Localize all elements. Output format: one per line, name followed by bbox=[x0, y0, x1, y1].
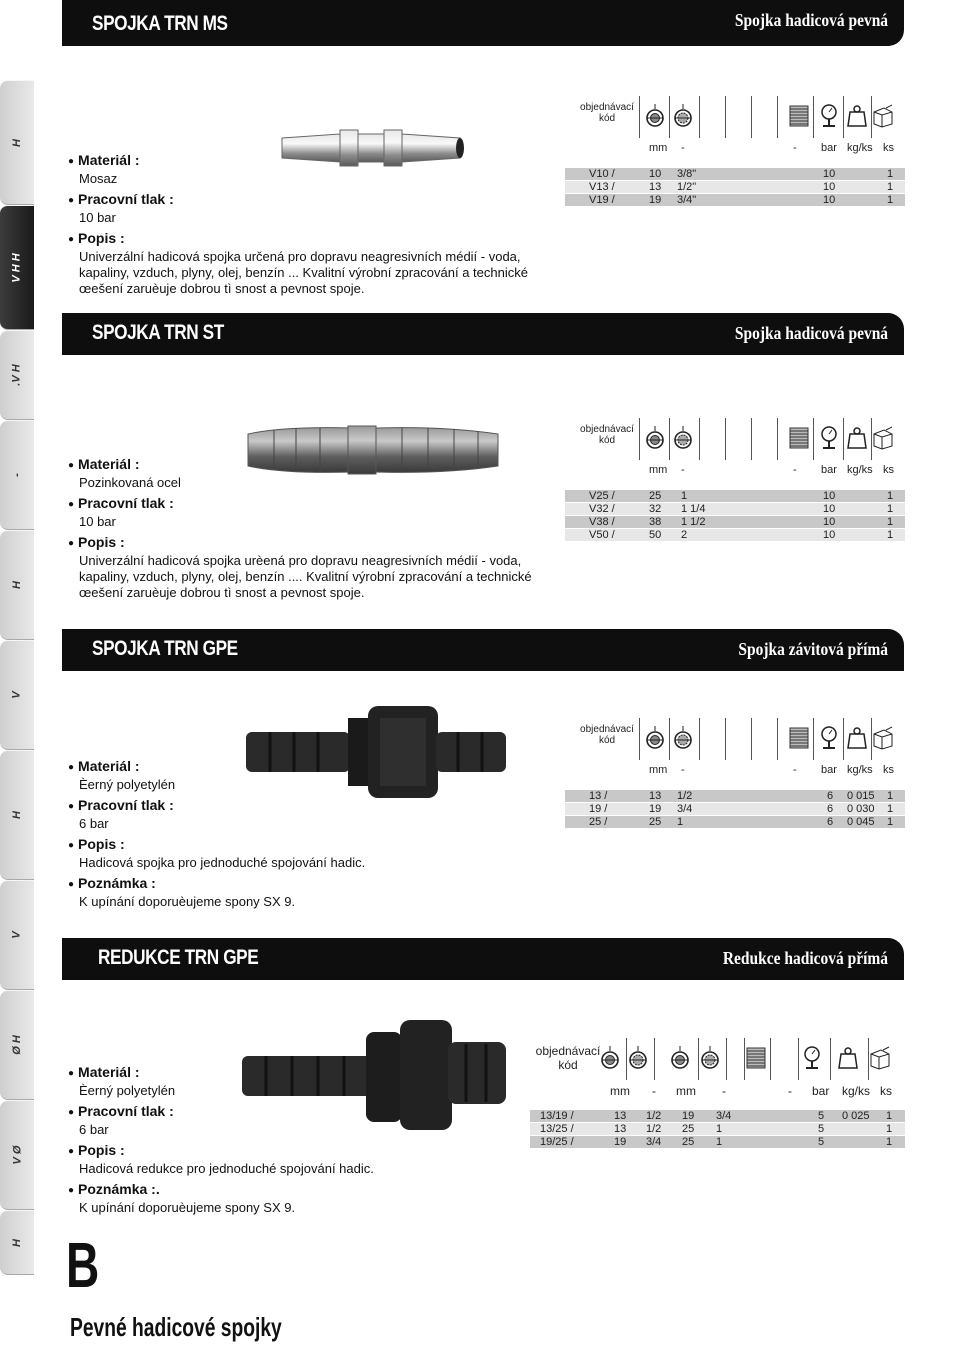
column-divider bbox=[699, 418, 700, 460]
hose-icon bbox=[788, 726, 810, 753]
side-tab[interactable] bbox=[0, 530, 34, 640]
unit-label: kg/ks bbox=[847, 464, 873, 476]
unit-label: kg/ks bbox=[847, 764, 873, 776]
column-divider bbox=[777, 96, 778, 138]
pressure-value: 6 bar bbox=[79, 816, 109, 831]
table-cell-bar: 10 bbox=[823, 168, 836, 180]
table-cell-code: 13/19 / bbox=[540, 1110, 574, 1122]
package-box-icon bbox=[869, 1046, 891, 1073]
material-value: Pozinkovaná ocel bbox=[79, 475, 181, 490]
table-cell-inch2: 3/4 bbox=[716, 1110, 732, 1122]
table-row bbox=[565, 516, 905, 528]
description-text: Univerzální hadicová spojka určená pro dopravu neagresivních médií - voda, kapaliny, vzduch, plyny, olej, benzín ... Kvalitní výrobní zpracování a technické œešení zaruèuje dobrou tì snost a pevnost spoje. bbox=[79, 249, 528, 296]
side-tab[interactable] bbox=[0, 80, 34, 205]
table-cell-bar: 10 bbox=[823, 529, 836, 541]
side-tab-label: V bbox=[11, 691, 23, 699]
section-header bbox=[62, 938, 904, 980]
weight-icon bbox=[846, 726, 868, 753]
hose-icon bbox=[788, 104, 810, 131]
table-cell-mm: 38 bbox=[649, 516, 662, 528]
table-row bbox=[530, 1136, 905, 1148]
table-cell-ks: 1 bbox=[887, 181, 894, 193]
table-cell-ks: 1 bbox=[887, 816, 894, 828]
table-cell-ks: 1 bbox=[886, 1136, 893, 1148]
package-box-icon bbox=[872, 426, 894, 453]
unit-label: bar bbox=[821, 464, 837, 476]
table-cell-code: V13 / bbox=[589, 181, 615, 193]
description-label: ● Popis : bbox=[68, 230, 538, 249]
side-tab-label: H bbox=[10, 1238, 23, 1247]
table-cell-kg: 0 015 bbox=[847, 790, 875, 802]
side-tab[interactable] bbox=[0, 420, 34, 530]
table-cell-kg: 0 030 bbox=[847, 803, 875, 815]
column-divider bbox=[725, 96, 726, 138]
material-value: Mosaz bbox=[79, 171, 118, 186]
spec-table bbox=[530, 1038, 905, 1208]
section-header bbox=[62, 629, 904, 671]
unit-label: kg/ks bbox=[842, 1084, 871, 1098]
bore-gauge-icon bbox=[644, 726, 666, 753]
unit-label: mm bbox=[649, 142, 668, 154]
table-cell-mm2: 19 bbox=[682, 1110, 695, 1122]
material-label: ● Materiál : bbox=[68, 456, 538, 475]
table-cell-bar: 5 bbox=[818, 1110, 825, 1122]
unit-label: ks bbox=[880, 1084, 892, 1098]
table-cell-mm2: 25 bbox=[682, 1123, 695, 1135]
section-header bbox=[62, 0, 904, 46]
table-row bbox=[530, 1123, 905, 1135]
column-divider bbox=[725, 418, 726, 460]
product-info bbox=[68, 452, 538, 601]
description-label: ● Popis : bbox=[68, 534, 538, 553]
side-tab[interactable] bbox=[0, 1100, 34, 1210]
column-divider bbox=[699, 96, 700, 138]
table-cell-bar: 6 bbox=[827, 803, 834, 815]
bore-gauge-icon bbox=[644, 426, 666, 453]
table-cell-inch1: 1/2 bbox=[646, 1123, 662, 1135]
side-tab[interactable] bbox=[0, 880, 34, 990]
column-divider bbox=[639, 418, 640, 460]
note-label: ● Poznámka : bbox=[68, 875, 538, 894]
pressure-gauge-icon bbox=[818, 104, 840, 131]
table-cell-ks: 1 bbox=[887, 503, 894, 515]
unit-label: - bbox=[681, 142, 685, 154]
thread-gauge-icon bbox=[699, 1046, 721, 1073]
product-info bbox=[68, 148, 538, 297]
table-cell-ks: 1 bbox=[886, 1123, 893, 1135]
column-divider bbox=[669, 718, 670, 760]
bore-gauge-icon bbox=[669, 1046, 691, 1073]
hose-icon bbox=[745, 1046, 767, 1073]
table-cell-bar: 6 bbox=[827, 790, 834, 802]
table-cell-kg: 0 025 bbox=[842, 1110, 870, 1122]
column-divider bbox=[830, 1038, 831, 1080]
table-row bbox=[565, 503, 905, 515]
table-cell-code: V19 / bbox=[589, 194, 615, 206]
table-cell-mm2: 25 bbox=[682, 1136, 695, 1148]
table-cell-bar: 10 bbox=[823, 490, 836, 502]
material-value: Èerný polyetylén bbox=[79, 777, 176, 792]
table-cell-inch: 1/2 bbox=[677, 790, 693, 802]
column-divider bbox=[725, 718, 726, 760]
unit-label: - bbox=[652, 1084, 656, 1098]
pressure-gauge-icon bbox=[818, 426, 840, 453]
description-label: ● Popis : bbox=[68, 1142, 538, 1161]
column-divider bbox=[843, 96, 844, 138]
thread-gauge-icon bbox=[672, 426, 694, 453]
unit-label: ks bbox=[883, 464, 894, 476]
pressure-label: ● Pracovní tlak : bbox=[68, 495, 538, 514]
pressure-value: 10 bar bbox=[79, 514, 116, 529]
side-tab-label: V H H bbox=[11, 252, 23, 283]
spec-table bbox=[565, 96, 905, 286]
column-divider bbox=[654, 1038, 655, 1080]
side-tab[interactable] bbox=[0, 750, 34, 880]
column-divider bbox=[813, 418, 814, 460]
side-tab-label: - bbox=[10, 473, 23, 477]
product-info bbox=[68, 754, 538, 910]
table-cell-inch: 1 bbox=[677, 816, 684, 828]
table-row bbox=[565, 168, 905, 180]
bore-gauge-icon bbox=[644, 104, 666, 131]
table-cell-mm: 19 bbox=[649, 194, 662, 206]
table-cell-ks: 1 bbox=[887, 194, 894, 206]
unit-label: bar bbox=[812, 1084, 830, 1098]
table-cell-mm: 25 bbox=[649, 816, 662, 828]
note-text: K upínání doporuèujeme spony SX 9. bbox=[79, 1200, 296, 1215]
table-cell-mm1: 19 bbox=[614, 1136, 627, 1148]
table-cell-mm: 19 bbox=[649, 803, 662, 815]
thread-gauge-icon bbox=[627, 1046, 649, 1073]
table-cell-inch: 1/2" bbox=[677, 181, 697, 193]
side-tab-label: V Ø bbox=[10, 1145, 23, 1165]
side-tab-label: Ø H bbox=[11, 1035, 23, 1055]
pressure-gauge-icon bbox=[818, 726, 840, 753]
order-code-label: objednávací kód bbox=[580, 102, 634, 124]
material-value: Èerný polyetylén bbox=[79, 1083, 176, 1098]
table-cell-mm1: 13 bbox=[614, 1110, 627, 1122]
table-cell-code: V50 / bbox=[589, 529, 615, 541]
order-code-label: objednávací kód bbox=[535, 1044, 601, 1072]
table-cell-inch1: 1/2 bbox=[646, 1110, 662, 1122]
table-cell-inch2: 1 bbox=[716, 1136, 723, 1148]
table-cell-code: V25 / bbox=[589, 490, 615, 502]
table-cell-code: V38 / bbox=[589, 516, 615, 528]
table-cell-bar: 6 bbox=[827, 816, 834, 828]
description-text: Hadicová spojka pro jednoduché spojování hadic. bbox=[79, 855, 366, 870]
table-cell-inch: 3/4 bbox=[677, 803, 693, 815]
side-tab-label: .V H bbox=[11, 364, 23, 386]
unit-label: kg/ks bbox=[847, 142, 873, 154]
weight-icon bbox=[837, 1046, 859, 1073]
table-row bbox=[565, 194, 905, 206]
material-label: ● Materiál : bbox=[68, 152, 538, 171]
side-tab[interactable] bbox=[0, 330, 34, 420]
table-cell-inch: 1 1/4 bbox=[681, 503, 706, 515]
package-box-icon bbox=[872, 104, 894, 131]
column-divider bbox=[843, 718, 844, 760]
unit-label: - bbox=[793, 764, 797, 776]
unit-label: mm bbox=[610, 1084, 630, 1098]
side-tab-label: H bbox=[10, 138, 23, 147]
table-cell-bar: 5 bbox=[818, 1123, 825, 1135]
table-cell-code: V32 / bbox=[589, 503, 615, 515]
material-label: ● Materiál : bbox=[68, 758, 538, 777]
column-divider bbox=[726, 1038, 727, 1080]
product-info bbox=[68, 1060, 538, 1216]
table-row bbox=[565, 816, 905, 828]
column-divider bbox=[751, 718, 752, 760]
description-label: ● Popis : bbox=[68, 836, 538, 855]
table-cell-code: V10 / bbox=[589, 168, 615, 180]
side-tab-bar bbox=[0, 80, 34, 1275]
chapter-letter: B bbox=[66, 1229, 100, 1301]
unit-label: - bbox=[788, 1084, 792, 1098]
side-tab-label: V bbox=[11, 931, 23, 939]
column-divider bbox=[813, 96, 814, 138]
table-cell-mm: 10 bbox=[649, 168, 662, 180]
thread-gauge-icon bbox=[672, 726, 694, 753]
unit-label: ks bbox=[883, 142, 894, 154]
table-cell-ks: 1 bbox=[886, 1110, 893, 1122]
table-cell-inch: 2 bbox=[681, 529, 688, 541]
order-code-label: objednávací kód bbox=[580, 724, 634, 746]
table-cell-bar: 10 bbox=[823, 181, 836, 193]
unit-label: mm bbox=[649, 464, 668, 476]
weight-icon bbox=[846, 104, 868, 131]
table-cell-inch1: 3/4 bbox=[646, 1136, 662, 1148]
order-code-label: objednávací kód bbox=[580, 424, 634, 446]
table-row bbox=[565, 803, 905, 815]
table-cell-bar: 10 bbox=[823, 503, 836, 515]
section-title: SPOJKA TRN MS bbox=[92, 12, 228, 35]
column-divider bbox=[798, 1038, 799, 1080]
table-cell-mm: 50 bbox=[649, 529, 662, 541]
unit-label: bar bbox=[821, 142, 837, 154]
unit-label: mm bbox=[649, 764, 668, 776]
column-divider bbox=[751, 418, 752, 460]
column-divider bbox=[639, 718, 640, 760]
column-divider bbox=[751, 96, 752, 138]
table-cell-ks: 1 bbox=[887, 803, 894, 815]
table-cell-inch: 1 bbox=[681, 490, 688, 502]
table-cell-inch: 3/8" bbox=[677, 168, 697, 180]
section-subtitle: Redukce hadicová přímá bbox=[722, 948, 888, 968]
section-subtitle: Spojka hadicová pevná bbox=[734, 10, 888, 30]
table-row bbox=[565, 490, 905, 502]
table-row bbox=[530, 1110, 905, 1122]
column-divider bbox=[669, 418, 670, 460]
unit-label: - bbox=[793, 142, 797, 154]
section-subtitle: Spojka závitová přímá bbox=[738, 639, 888, 659]
table-cell-ks: 1 bbox=[887, 529, 894, 541]
table-cell-bar: 5 bbox=[818, 1136, 825, 1148]
unit-label: bar bbox=[821, 764, 837, 776]
side-tab[interactable] bbox=[0, 990, 34, 1100]
table-cell-code: 19/25 / bbox=[540, 1136, 574, 1148]
unit-label: - bbox=[681, 764, 685, 776]
column-divider bbox=[777, 718, 778, 760]
unit-label: - bbox=[681, 464, 685, 476]
section-title: SPOJKA TRN ST bbox=[92, 321, 224, 344]
table-cell-mm: 25 bbox=[649, 490, 662, 502]
description-text: Hadicová redukce pro jednoduché spojování hadic. bbox=[79, 1161, 374, 1176]
table-row bbox=[565, 181, 905, 193]
unit-label: ks bbox=[883, 764, 894, 776]
column-divider bbox=[843, 418, 844, 460]
side-tab-label: H bbox=[10, 811, 23, 819]
table-cell-mm: 13 bbox=[649, 790, 662, 802]
unit-label: - bbox=[793, 464, 797, 476]
note-label: ● Poznámka :. bbox=[68, 1181, 538, 1200]
table-cell-code: 13/25 / bbox=[540, 1123, 574, 1135]
side-tab-active[interactable] bbox=[0, 205, 34, 330]
column-divider bbox=[669, 96, 670, 138]
pressure-label: ● Pracovní tlak : bbox=[68, 191, 538, 210]
table-cell-inch: 3/4" bbox=[677, 194, 697, 206]
table-cell-ks: 1 bbox=[887, 516, 894, 528]
spec-table bbox=[565, 718, 905, 908]
unit-label: - bbox=[722, 1084, 726, 1098]
section-header bbox=[62, 313, 904, 355]
material-label: ● Materiál : bbox=[68, 1064, 538, 1083]
table-cell-mm: 13 bbox=[649, 181, 662, 193]
table-cell-mm: 32 bbox=[649, 503, 662, 515]
section-subtitle: Spojka hadicová pevná bbox=[734, 323, 888, 343]
column-divider bbox=[639, 96, 640, 138]
weight-icon bbox=[846, 426, 868, 453]
table-cell-ks: 1 bbox=[887, 490, 894, 502]
pressure-value: 10 bar bbox=[79, 210, 116, 225]
side-tab-label: H bbox=[10, 581, 23, 589]
spec-table bbox=[565, 418, 905, 608]
table-cell-ks: 1 bbox=[887, 790, 894, 802]
pressure-gauge-icon bbox=[801, 1046, 823, 1073]
table-cell-code: 13 / bbox=[589, 790, 608, 802]
column-divider bbox=[770, 1038, 771, 1080]
thread-gauge-icon bbox=[672, 104, 694, 131]
hose-icon bbox=[788, 426, 810, 453]
section-title: SPOJKA TRN GPE bbox=[92, 637, 238, 660]
table-cell-code: 25 / bbox=[589, 816, 608, 828]
pressure-label: ● Pracovní tlak : bbox=[68, 1103, 538, 1122]
table-cell-bar: 10 bbox=[823, 194, 836, 206]
table-cell-mm1: 13 bbox=[614, 1123, 627, 1135]
column-divider bbox=[699, 718, 700, 760]
table-row bbox=[565, 529, 905, 541]
table-row bbox=[565, 790, 905, 802]
table-cell-inch2: 1 bbox=[716, 1123, 723, 1135]
unit-label: mm bbox=[676, 1084, 696, 1098]
side-tab[interactable] bbox=[0, 640, 34, 750]
column-divider bbox=[777, 418, 778, 460]
pressure-value: 6 bar bbox=[79, 1122, 109, 1137]
footer-title: Pevné hadicové spojky bbox=[70, 1312, 282, 1342]
description-text: Univerzální hadicová spojka urèená pro dopravu neagresivních médií - voda, kapaliny, vzduch, plyny, olej, benzín .... Kvalitní výrobní zpracování a technické œešení zaruèuje dobrou tì snost a pevnost spoje. bbox=[79, 553, 532, 600]
table-cell-ks: 1 bbox=[887, 168, 894, 180]
pressure-label: ● Pracovní tlak : bbox=[68, 797, 538, 816]
table-cell-kg: 0 045 bbox=[847, 816, 875, 828]
table-cell-inch: 1 1/2 bbox=[681, 516, 706, 528]
note-text: K upínání doporuèujeme spony SX 9. bbox=[79, 894, 296, 909]
package-box-icon bbox=[872, 726, 894, 753]
column-divider bbox=[813, 718, 814, 760]
side-tab[interactable] bbox=[0, 1210, 34, 1275]
table-cell-bar: 10 bbox=[823, 516, 836, 528]
table-cell-code: 19 / bbox=[589, 803, 608, 815]
section-title: REDUKCE TRN GPE bbox=[98, 946, 259, 969]
bore-gauge-icon bbox=[599, 1046, 621, 1073]
